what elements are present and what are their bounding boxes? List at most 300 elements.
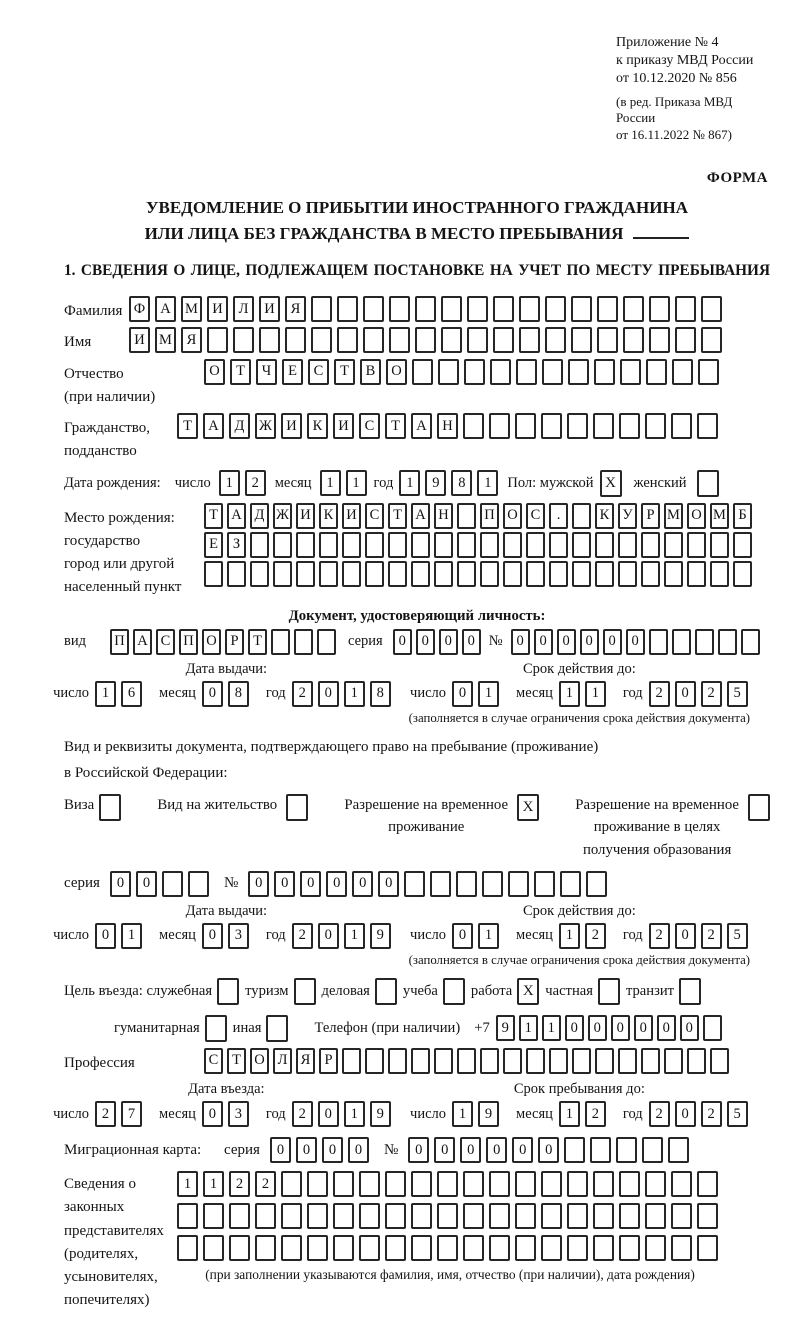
char-cell[interactable]: Т	[230, 359, 251, 385]
char-cell[interactable]	[641, 1048, 660, 1074]
char-cell[interactable]: М	[710, 503, 729, 529]
char-cell[interactable]: И	[129, 327, 150, 353]
char-cell[interactable]: 1	[477, 470, 498, 496]
char-cell[interactable]: И	[296, 503, 315, 529]
char-cell[interactable]	[645, 1171, 666, 1197]
char-cell[interactable]: 2	[292, 681, 313, 707]
char-cell[interactable]: 5	[727, 1101, 748, 1127]
char-cell[interactable]: 0	[318, 1101, 339, 1127]
char-cell[interactable]	[571, 296, 592, 322]
gender-female-checkbox[interactable]	[697, 470, 719, 497]
char-cell[interactable]: 1	[585, 681, 606, 707]
char-cell[interactable]	[618, 1048, 637, 1074]
char-cell[interactable]: 1	[346, 470, 367, 496]
char-cell[interactable]	[687, 561, 706, 587]
char-cell[interactable]	[233, 327, 254, 353]
char-cell[interactable]: О	[687, 503, 706, 529]
char-cell[interactable]: 1	[559, 1101, 580, 1127]
char-cell[interactable]	[229, 1235, 250, 1261]
char-cell[interactable]	[515, 1203, 536, 1229]
char-cell[interactable]	[519, 327, 540, 353]
char-cell[interactable]: С	[359, 413, 380, 439]
char-cell[interactable]	[641, 532, 660, 558]
char-cell[interactable]	[564, 1137, 585, 1163]
char-cell[interactable]	[281, 1235, 302, 1261]
char-cell[interactable]	[489, 413, 510, 439]
char-cell[interactable]	[616, 1137, 637, 1163]
char-cell[interactable]: 1	[320, 470, 341, 496]
char-cell[interactable]: 0	[486, 1137, 507, 1163]
char-cell[interactable]	[620, 359, 641, 385]
char-cell[interactable]	[294, 629, 313, 655]
char-cell[interactable]	[342, 561, 361, 587]
char-cell[interactable]	[437, 1171, 458, 1197]
char-cell[interactable]: 0	[452, 923, 473, 949]
char-cell[interactable]	[359, 1235, 380, 1261]
char-cell[interactable]: П	[480, 503, 499, 529]
char-cell[interactable]: Я	[296, 1048, 315, 1074]
residence-permit-checkbox[interactable]	[286, 794, 308, 821]
char-cell[interactable]	[489, 1171, 510, 1197]
char-cell[interactable]	[571, 327, 592, 353]
char-cell[interactable]	[641, 561, 660, 587]
char-cell[interactable]	[567, 1171, 588, 1197]
char-cell[interactable]: 0	[434, 1137, 455, 1163]
char-cell[interactable]: А	[203, 413, 224, 439]
char-cell[interactable]	[457, 532, 476, 558]
char-cell[interactable]	[701, 327, 722, 353]
char-cell[interactable]	[385, 1235, 406, 1261]
char-cell[interactable]: 1	[399, 470, 420, 496]
char-cell[interactable]	[365, 532, 384, 558]
char-cell[interactable]	[664, 561, 683, 587]
char-cell[interactable]	[207, 327, 228, 353]
char-cell[interactable]	[595, 561, 614, 587]
char-cell[interactable]	[515, 1171, 536, 1197]
char-cell[interactable]	[594, 359, 615, 385]
char-cell[interactable]	[281, 1203, 302, 1229]
char-cell[interactable]	[567, 1235, 588, 1261]
char-cell[interactable]: .	[549, 503, 568, 529]
char-cell[interactable]	[687, 532, 706, 558]
char-cell[interactable]	[541, 1235, 562, 1261]
char-cell[interactable]: Ж	[255, 413, 276, 439]
char-cell[interactable]: 0	[136, 871, 157, 897]
char-cell[interactable]: К	[595, 503, 614, 529]
char-cell[interactable]: 0	[378, 871, 399, 897]
char-cell[interactable]: 1	[542, 1015, 561, 1041]
char-cell[interactable]	[534, 871, 555, 897]
char-cell[interactable]	[404, 871, 425, 897]
char-cell[interactable]	[411, 532, 430, 558]
char-cell[interactable]: 0	[300, 871, 321, 897]
char-cell[interactable]: Т	[334, 359, 355, 385]
char-cell[interactable]	[595, 1048, 614, 1074]
char-cell[interactable]	[388, 1048, 407, 1074]
char-cell[interactable]: 5	[727, 681, 748, 707]
char-cell[interactable]	[359, 1203, 380, 1229]
char-cell[interactable]	[438, 359, 459, 385]
char-cell[interactable]: В	[360, 359, 381, 385]
char-cell[interactable]: 0	[274, 871, 295, 897]
char-cell[interactable]	[463, 1203, 484, 1229]
char-cell[interactable]	[441, 296, 462, 322]
char-cell[interactable]: 2	[649, 681, 670, 707]
char-cell[interactable]: 3	[228, 1101, 249, 1127]
char-cell[interactable]	[489, 1235, 510, 1261]
char-cell[interactable]: 1	[478, 681, 499, 707]
char-cell[interactable]	[697, 1235, 718, 1261]
char-cell[interactable]: 8	[451, 470, 472, 496]
char-cell[interactable]	[697, 413, 718, 439]
char-cell[interactable]: 2	[649, 1101, 670, 1127]
char-cell[interactable]: 7	[121, 1101, 142, 1127]
char-cell[interactable]: У	[618, 503, 637, 529]
char-cell[interactable]	[619, 1203, 640, 1229]
char-cell[interactable]	[619, 1171, 640, 1197]
char-cell[interactable]	[467, 296, 488, 322]
char-cell[interactable]: 0	[675, 681, 696, 707]
char-cell[interactable]: 5	[727, 923, 748, 949]
char-cell[interactable]	[710, 1048, 729, 1074]
char-cell[interactable]	[317, 629, 336, 655]
purpose-humanitarian-checkbox[interactable]	[205, 1015, 227, 1042]
char-cell[interactable]	[645, 413, 666, 439]
char-cell[interactable]: 9	[370, 1101, 391, 1127]
char-cell[interactable]	[389, 327, 410, 353]
char-cell[interactable]: Т	[227, 1048, 246, 1074]
char-cell[interactable]: Р	[225, 629, 244, 655]
char-cell[interactable]	[741, 629, 760, 655]
char-cell[interactable]: 1	[121, 923, 142, 949]
char-cell[interactable]: Н	[434, 503, 453, 529]
char-cell[interactable]	[572, 532, 591, 558]
char-cell[interactable]	[597, 327, 618, 353]
char-cell[interactable]: 2	[585, 923, 606, 949]
char-cell[interactable]: П	[179, 629, 198, 655]
char-cell[interactable]	[437, 1203, 458, 1229]
char-cell[interactable]	[593, 1235, 614, 1261]
char-cell[interactable]: Е	[282, 359, 303, 385]
char-cell[interactable]	[508, 871, 529, 897]
char-cell[interactable]: 0	[248, 871, 269, 897]
char-cell[interactable]: 0	[110, 871, 131, 897]
char-cell[interactable]: 9	[478, 1101, 499, 1127]
char-cell[interactable]	[229, 1203, 250, 1229]
char-cell[interactable]	[733, 561, 752, 587]
char-cell[interactable]: Н	[437, 413, 458, 439]
char-cell[interactable]: О	[202, 629, 221, 655]
char-cell[interactable]	[365, 561, 384, 587]
char-cell[interactable]: 2	[701, 923, 722, 949]
char-cell[interactable]	[273, 561, 292, 587]
char-cell[interactable]: 0	[603, 629, 622, 655]
char-cell[interactable]	[649, 629, 668, 655]
char-cell[interactable]	[482, 871, 503, 897]
purpose-tourism-checkbox[interactable]	[294, 978, 316, 1005]
char-cell[interactable]	[493, 327, 514, 353]
char-cell[interactable]	[411, 1203, 432, 1229]
char-cell[interactable]: 8	[370, 681, 391, 707]
char-cell[interactable]	[430, 871, 451, 897]
char-cell[interactable]	[572, 561, 591, 587]
char-cell[interactable]	[259, 327, 280, 353]
char-cell[interactable]	[718, 629, 737, 655]
char-cell[interactable]	[572, 503, 591, 529]
char-cell[interactable]: И	[259, 296, 280, 322]
char-cell[interactable]: А	[411, 503, 430, 529]
char-cell[interactable]	[593, 413, 614, 439]
char-cell[interactable]: 0	[318, 923, 339, 949]
char-cell[interactable]	[388, 561, 407, 587]
char-cell[interactable]: Б	[733, 503, 752, 529]
char-cell[interactable]: 0	[580, 629, 599, 655]
char-cell[interactable]: 0	[408, 1137, 429, 1163]
temp-residence-checkbox[interactable]: X	[517, 794, 539, 821]
char-cell[interactable]: Ф	[129, 296, 150, 322]
char-cell[interactable]: К	[307, 413, 328, 439]
char-cell[interactable]	[388, 532, 407, 558]
char-cell[interactable]	[545, 296, 566, 322]
char-cell[interactable]	[457, 561, 476, 587]
char-cell[interactable]	[255, 1235, 276, 1261]
char-cell[interactable]	[437, 1235, 458, 1261]
char-cell[interactable]: 1	[559, 923, 580, 949]
char-cell[interactable]	[549, 1048, 568, 1074]
char-cell[interactable]: 2	[649, 923, 670, 949]
char-cell[interactable]	[664, 1048, 683, 1074]
char-cell[interactable]: Д	[250, 503, 269, 529]
char-cell[interactable]: 0	[318, 681, 339, 707]
char-cell[interactable]	[503, 561, 522, 587]
char-cell[interactable]	[597, 296, 618, 322]
char-cell[interactable]	[542, 359, 563, 385]
char-cell[interactable]	[411, 561, 430, 587]
char-cell[interactable]: 0	[634, 1015, 653, 1041]
char-cell[interactable]: Т	[385, 413, 406, 439]
char-cell[interactable]: С	[308, 359, 329, 385]
purpose-other-checkbox[interactable]	[266, 1015, 288, 1042]
purpose-private-checkbox[interactable]	[598, 978, 620, 1005]
char-cell[interactable]	[456, 871, 477, 897]
char-cell[interactable]	[675, 327, 696, 353]
char-cell[interactable]	[204, 561, 223, 587]
char-cell[interactable]: 0	[452, 681, 473, 707]
char-cell[interactable]	[619, 413, 640, 439]
char-cell[interactable]	[296, 532, 315, 558]
char-cell[interactable]: 2	[292, 923, 313, 949]
char-cell[interactable]: 2	[701, 681, 722, 707]
char-cell[interactable]: А	[155, 296, 176, 322]
char-cell[interactable]: 0	[95, 923, 116, 949]
char-cell[interactable]	[319, 532, 338, 558]
char-cell[interactable]: Т	[204, 503, 223, 529]
char-cell[interactable]	[271, 629, 290, 655]
char-cell[interactable]: Я	[285, 296, 306, 322]
char-cell[interactable]	[177, 1203, 198, 1229]
char-cell[interactable]: 0	[511, 629, 530, 655]
char-cell[interactable]: С	[204, 1048, 223, 1074]
char-cell[interactable]: О	[503, 503, 522, 529]
char-cell[interactable]	[273, 532, 292, 558]
char-cell[interactable]	[342, 532, 361, 558]
char-cell[interactable]: 0	[626, 629, 645, 655]
char-cell[interactable]: 1	[452, 1101, 473, 1127]
char-cell[interactable]	[411, 1048, 430, 1074]
char-cell[interactable]: 2	[292, 1101, 313, 1127]
char-cell[interactable]	[359, 1171, 380, 1197]
char-cell[interactable]: Л	[233, 296, 254, 322]
char-cell[interactable]: 0	[680, 1015, 699, 1041]
char-cell[interactable]	[549, 532, 568, 558]
char-cell[interactable]	[333, 1171, 354, 1197]
char-cell[interactable]: 0	[439, 629, 458, 655]
char-cell[interactable]: 0	[462, 629, 481, 655]
char-cell[interactable]	[463, 1171, 484, 1197]
char-cell[interactable]	[441, 327, 462, 353]
char-cell[interactable]: 0	[352, 871, 373, 897]
char-cell[interactable]	[545, 327, 566, 353]
char-cell[interactable]	[541, 1171, 562, 1197]
char-cell[interactable]: 0	[657, 1015, 676, 1041]
char-cell[interactable]	[593, 1203, 614, 1229]
char-cell[interactable]: 0	[322, 1137, 343, 1163]
temp-residence-education-checkbox[interactable]	[748, 794, 770, 821]
char-cell[interactable]: 0	[326, 871, 347, 897]
char-cell[interactable]: А	[227, 503, 246, 529]
char-cell[interactable]	[333, 1203, 354, 1229]
char-cell[interactable]: Р	[319, 1048, 338, 1074]
char-cell[interactable]: Л	[273, 1048, 292, 1074]
char-cell[interactable]	[515, 1235, 536, 1261]
char-cell[interactable]: О	[250, 1048, 269, 1074]
char-cell[interactable]	[618, 561, 637, 587]
char-cell[interactable]	[337, 296, 358, 322]
char-cell[interactable]	[567, 413, 588, 439]
char-cell[interactable]	[467, 327, 488, 353]
char-cell[interactable]: 2	[245, 470, 266, 496]
char-cell[interactable]	[188, 871, 209, 897]
char-cell[interactable]: 0	[416, 629, 435, 655]
char-cell[interactable]	[590, 1137, 611, 1163]
char-cell[interactable]: 1	[519, 1015, 538, 1041]
char-cell[interactable]	[503, 1048, 522, 1074]
char-cell[interactable]	[519, 296, 540, 322]
char-cell[interactable]	[697, 1171, 718, 1197]
char-cell[interactable]	[463, 1235, 484, 1261]
char-cell[interactable]	[668, 1137, 689, 1163]
char-cell[interactable]: 0	[460, 1137, 481, 1163]
char-cell[interactable]: 9	[425, 470, 446, 496]
char-cell[interactable]	[623, 327, 644, 353]
char-cell[interactable]: С	[365, 503, 384, 529]
char-cell[interactable]	[177, 1235, 198, 1261]
char-cell[interactable]: О	[386, 359, 407, 385]
char-cell[interactable]	[255, 1203, 276, 1229]
char-cell[interactable]: 1	[95, 681, 116, 707]
char-cell[interactable]: М	[155, 327, 176, 353]
char-cell[interactable]	[311, 296, 332, 322]
char-cell[interactable]: 0	[534, 629, 553, 655]
char-cell[interactable]	[307, 1171, 328, 1197]
char-cell[interactable]	[698, 359, 719, 385]
char-cell[interactable]	[672, 359, 693, 385]
char-cell[interactable]	[541, 413, 562, 439]
char-cell[interactable]: И	[207, 296, 228, 322]
char-cell[interactable]: 0	[565, 1015, 584, 1041]
char-cell[interactable]	[411, 1171, 432, 1197]
char-cell[interactable]	[560, 871, 581, 897]
char-cell[interactable]	[671, 1203, 692, 1229]
char-cell[interactable]: 0	[202, 923, 223, 949]
char-cell[interactable]	[710, 561, 729, 587]
char-cell[interactable]: 0	[611, 1015, 630, 1041]
char-cell[interactable]	[645, 1235, 666, 1261]
char-cell[interactable]	[701, 296, 722, 322]
char-cell[interactable]: М	[181, 296, 202, 322]
char-cell[interactable]	[457, 503, 476, 529]
char-cell[interactable]: 1	[344, 1101, 365, 1127]
char-cell[interactable]	[526, 532, 545, 558]
char-cell[interactable]	[296, 561, 315, 587]
char-cell[interactable]: Т	[177, 413, 198, 439]
char-cell[interactable]	[618, 532, 637, 558]
char-cell[interactable]	[319, 561, 338, 587]
char-cell[interactable]: 0	[348, 1137, 369, 1163]
char-cell[interactable]	[365, 1048, 384, 1074]
char-cell[interactable]	[687, 1048, 706, 1074]
char-cell[interactable]	[541, 1203, 562, 1229]
char-cell[interactable]: 0	[270, 1137, 291, 1163]
char-cell[interactable]	[415, 296, 436, 322]
char-cell[interactable]: 2	[95, 1101, 116, 1127]
char-cell[interactable]: 1	[559, 681, 580, 707]
char-cell[interactable]	[697, 1203, 718, 1229]
char-cell[interactable]: 3	[228, 923, 249, 949]
char-cell[interactable]	[385, 1171, 406, 1197]
char-cell[interactable]: Т	[388, 503, 407, 529]
char-cell[interactable]	[203, 1235, 224, 1261]
char-cell[interactable]	[586, 871, 607, 897]
char-cell[interactable]	[515, 413, 536, 439]
purpose-study-checkbox[interactable]	[443, 978, 465, 1005]
char-cell[interactable]	[516, 359, 537, 385]
char-cell[interactable]: 2	[229, 1171, 250, 1197]
purpose-work-checkbox[interactable]: X	[517, 978, 539, 1005]
char-cell[interactable]: И	[342, 503, 361, 529]
char-cell[interactable]	[389, 296, 410, 322]
char-cell[interactable]	[572, 1048, 591, 1074]
char-cell[interactable]	[646, 359, 667, 385]
char-cell[interactable]: Ч	[256, 359, 277, 385]
char-cell[interactable]	[342, 1048, 361, 1074]
char-cell[interactable]: К	[319, 503, 338, 529]
char-cell[interactable]: 2	[585, 1101, 606, 1127]
char-cell[interactable]	[333, 1235, 354, 1261]
char-cell[interactable]	[227, 561, 246, 587]
char-cell[interactable]: 0	[538, 1137, 559, 1163]
purpose-commercial-checkbox[interactable]	[375, 978, 397, 1005]
char-cell[interactable]	[526, 561, 545, 587]
char-cell[interactable]	[311, 327, 332, 353]
char-cell[interactable]	[649, 327, 670, 353]
char-cell[interactable]	[526, 1048, 545, 1074]
char-cell[interactable]: 0	[202, 1101, 223, 1127]
char-cell[interactable]	[671, 1235, 692, 1261]
char-cell[interactable]: И	[333, 413, 354, 439]
char-cell[interactable]: 9	[370, 923, 391, 949]
char-cell[interactable]	[464, 359, 485, 385]
